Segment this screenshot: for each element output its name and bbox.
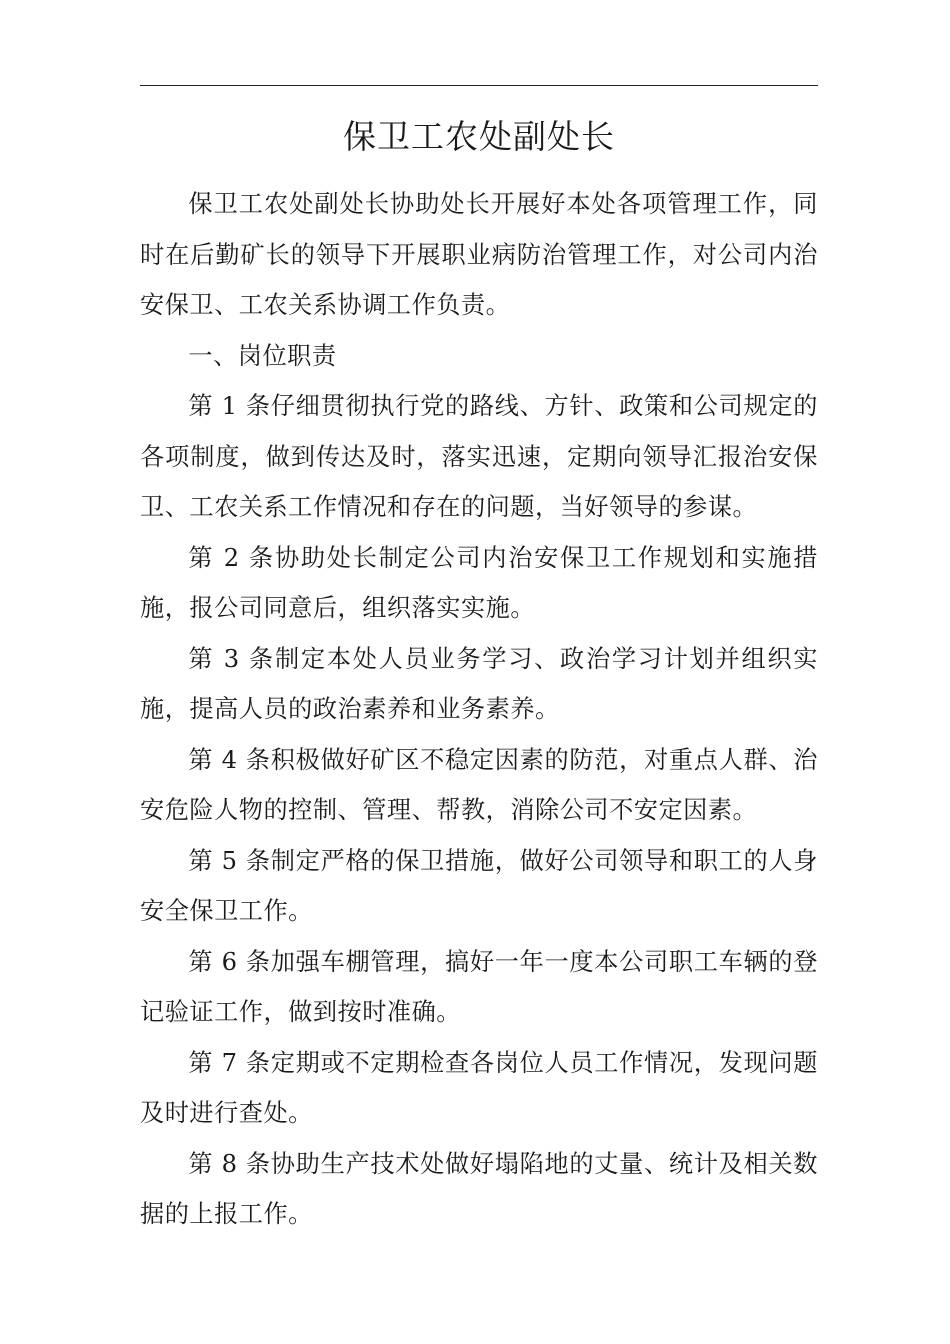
header-rule (140, 85, 818, 86)
article-3: 第 3 条制定本处人员业务学习、政治学习计划并组织实施，提高人员的政治素养和业务素养。 (140, 644, 818, 723)
article-2: 第 2 条协助处长制定公司内治安保卫工作规划和实施措施，报公司同意后，组织落实实施。 (140, 543, 818, 622)
intro-paragraph: 保卫工农处副处长协助处长开展好本处各项管理工作，同时在后勤矿长的领导下开展职业病防治管理工作，对公司内治安保卫、工农关系协调工作负责。 (140, 190, 818, 319)
section-heading: 一、岗位职责 (188, 341, 337, 370)
article-6: 第 6 条加强车棚管理，搞好一年一度本公司职工车辆的登记验证工作，做到按时准确。 (140, 947, 818, 1026)
article-7: 第 7 条定期或不定期检查各岗位人员工作情况，发现问题及时进行查处。 (140, 1048, 818, 1127)
article-4: 第 4 条积极做好矿区不稳定因素的防范，对重点人群、治安危险人物的控制、管理、帮教，消除公司不安定因素。 (140, 745, 818, 824)
article-1: 第 1 条仔细贯彻执行党的路线、方针、政策和公司规定的各项制度，做到传达及时，落实迅速，定期向领导汇报治安保卫、工农关系工作情况和存在的问题，当好领导的参谋。 (140, 392, 818, 521)
article-5: 第 5 条制定严格的保卫措施，做好公司领导和职工的人身安全保卫工作。 (140, 846, 818, 925)
article-8: 第 8 条协助生产技术处做好塌陷地的丈量、统计及相关数据的上报工作。 (140, 1149, 818, 1228)
document-title: 保卫工农处副处长 (343, 117, 615, 156)
document-body (140, 179, 818, 1240)
